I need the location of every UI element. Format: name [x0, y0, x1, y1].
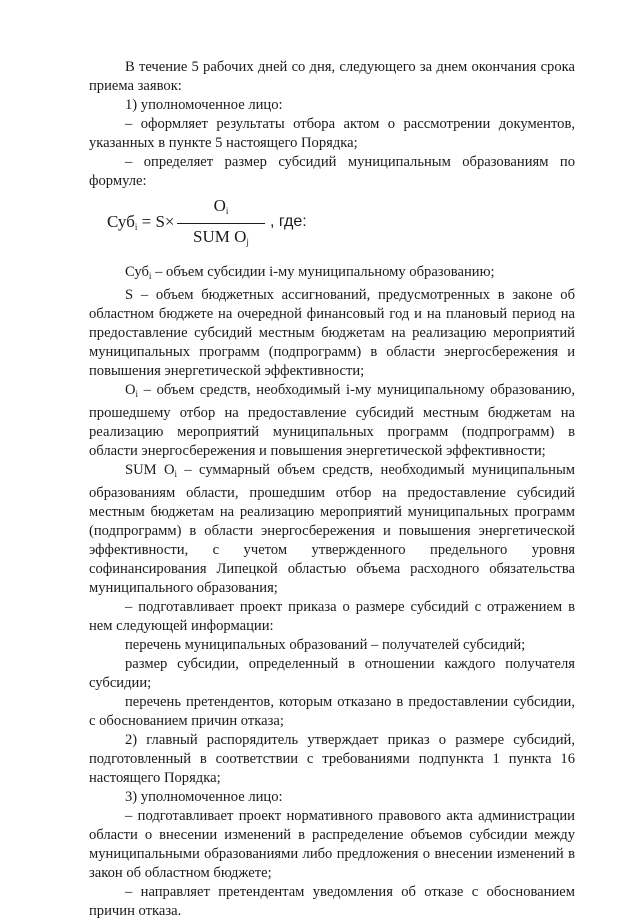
info-recipients-list: перечень муниципальных образований – получателей субсидий;: [125, 637, 526, 653]
item-3-send-notices: – направляет претендентам уведомления об отказе с обоснованием причин отказа.: [89, 884, 575, 919]
def-sum-o: SUM $O_i$ – суммарный объем средств, необходимый муниципальным образованиям области, прошедшим отбор на предоставление субсидий местным бюджетам на реализацию мероприятий муниципальных программ (подпрограмм) в области энергосбережения и повышения энергетической эффективности, с учетом утвержденного предельного уровня софинансирования Липецкой областью объема расходного обязательства муниципального образования;: [89, 462, 575, 596]
formula-numerator: $O_i$: [213, 196, 229, 216]
formula-denominator: SUM $O_j$: [193, 227, 249, 247]
formula-where: , где:: [270, 213, 307, 230]
item-1-prepare-order: – подготавливает проект приказа о размере субсидий с отражением в нем следующей информации:: [89, 599, 575, 634]
item-1-determine-size: – определяет размер субсидий муниципальным образованиям по формуле:: [89, 154, 575, 189]
def-sub: Суб$_i$ – объем субсидии i-му муниципальному образованию;: [125, 264, 495, 281]
item-3-prepare-act: – подготавливает проект нормативного правового акта администрации области о внесении изменений в распределение объемов субсидии между муниципальными образованиями либо предложения о внесении изменений в закон об областном бюджете;: [89, 808, 575, 881]
paragraph-intro: В течение 5 рабочих дней со дня, следующего за днем окончания срока приема заявок:: [89, 59, 575, 94]
info-refused-list: перечень претендентов, которым отказано в предоставлении субсидии, с обоснованием причин отказа;: [89, 694, 575, 729]
formula-lhs: Суб$_i$ = S×: [107, 212, 175, 232]
def-o: $O_i$ – объем средств, необходимый i-му муниципальному образованию, прошедшему отбор на предоставление субсидий местным бюджетам на реализацию мероприятий муниципальных программ (подпрограмм) в области энергосбережения и повышения энергетической эффективности;: [89, 382, 575, 459]
item-1-header: 1) уполномоченное лицо:: [125, 97, 283, 113]
item-3-header: 3) уполномоченное лицо:: [125, 789, 283, 805]
document-page: [89, 58, 575, 921]
info-subsidy-size: размер субсидии, определенный в отношении каждого получателя субсидии;: [89, 656, 575, 691]
def-s: S – объем бюджетных ассигнований, предусмотренных в законе об областном бюджете на очередной финансовый год и на плановый период на предоставление субсидий местным бюджетам на реализацию мероприятий муниципальных программ (подпрограмм) в области энергосбережения и повышения энергетической эффективности;: [89, 287, 575, 379]
subsidy-formula: [89, 195, 575, 251]
item-1-record-results: – оформляет результаты отбора актом о рассмотрении документов, указанных в пункте 5 настоящего Порядка;: [89, 116, 575, 151]
item-2: 2) главный распорядитель утверждает приказ о размере субсидий, подготовленный в соответствии с требованиями подпункта 1 пункта 16 настоящего Порядка;: [89, 732, 575, 786]
fraction-bar: [177, 223, 265, 224]
formula-fraction: [175, 195, 267, 253]
